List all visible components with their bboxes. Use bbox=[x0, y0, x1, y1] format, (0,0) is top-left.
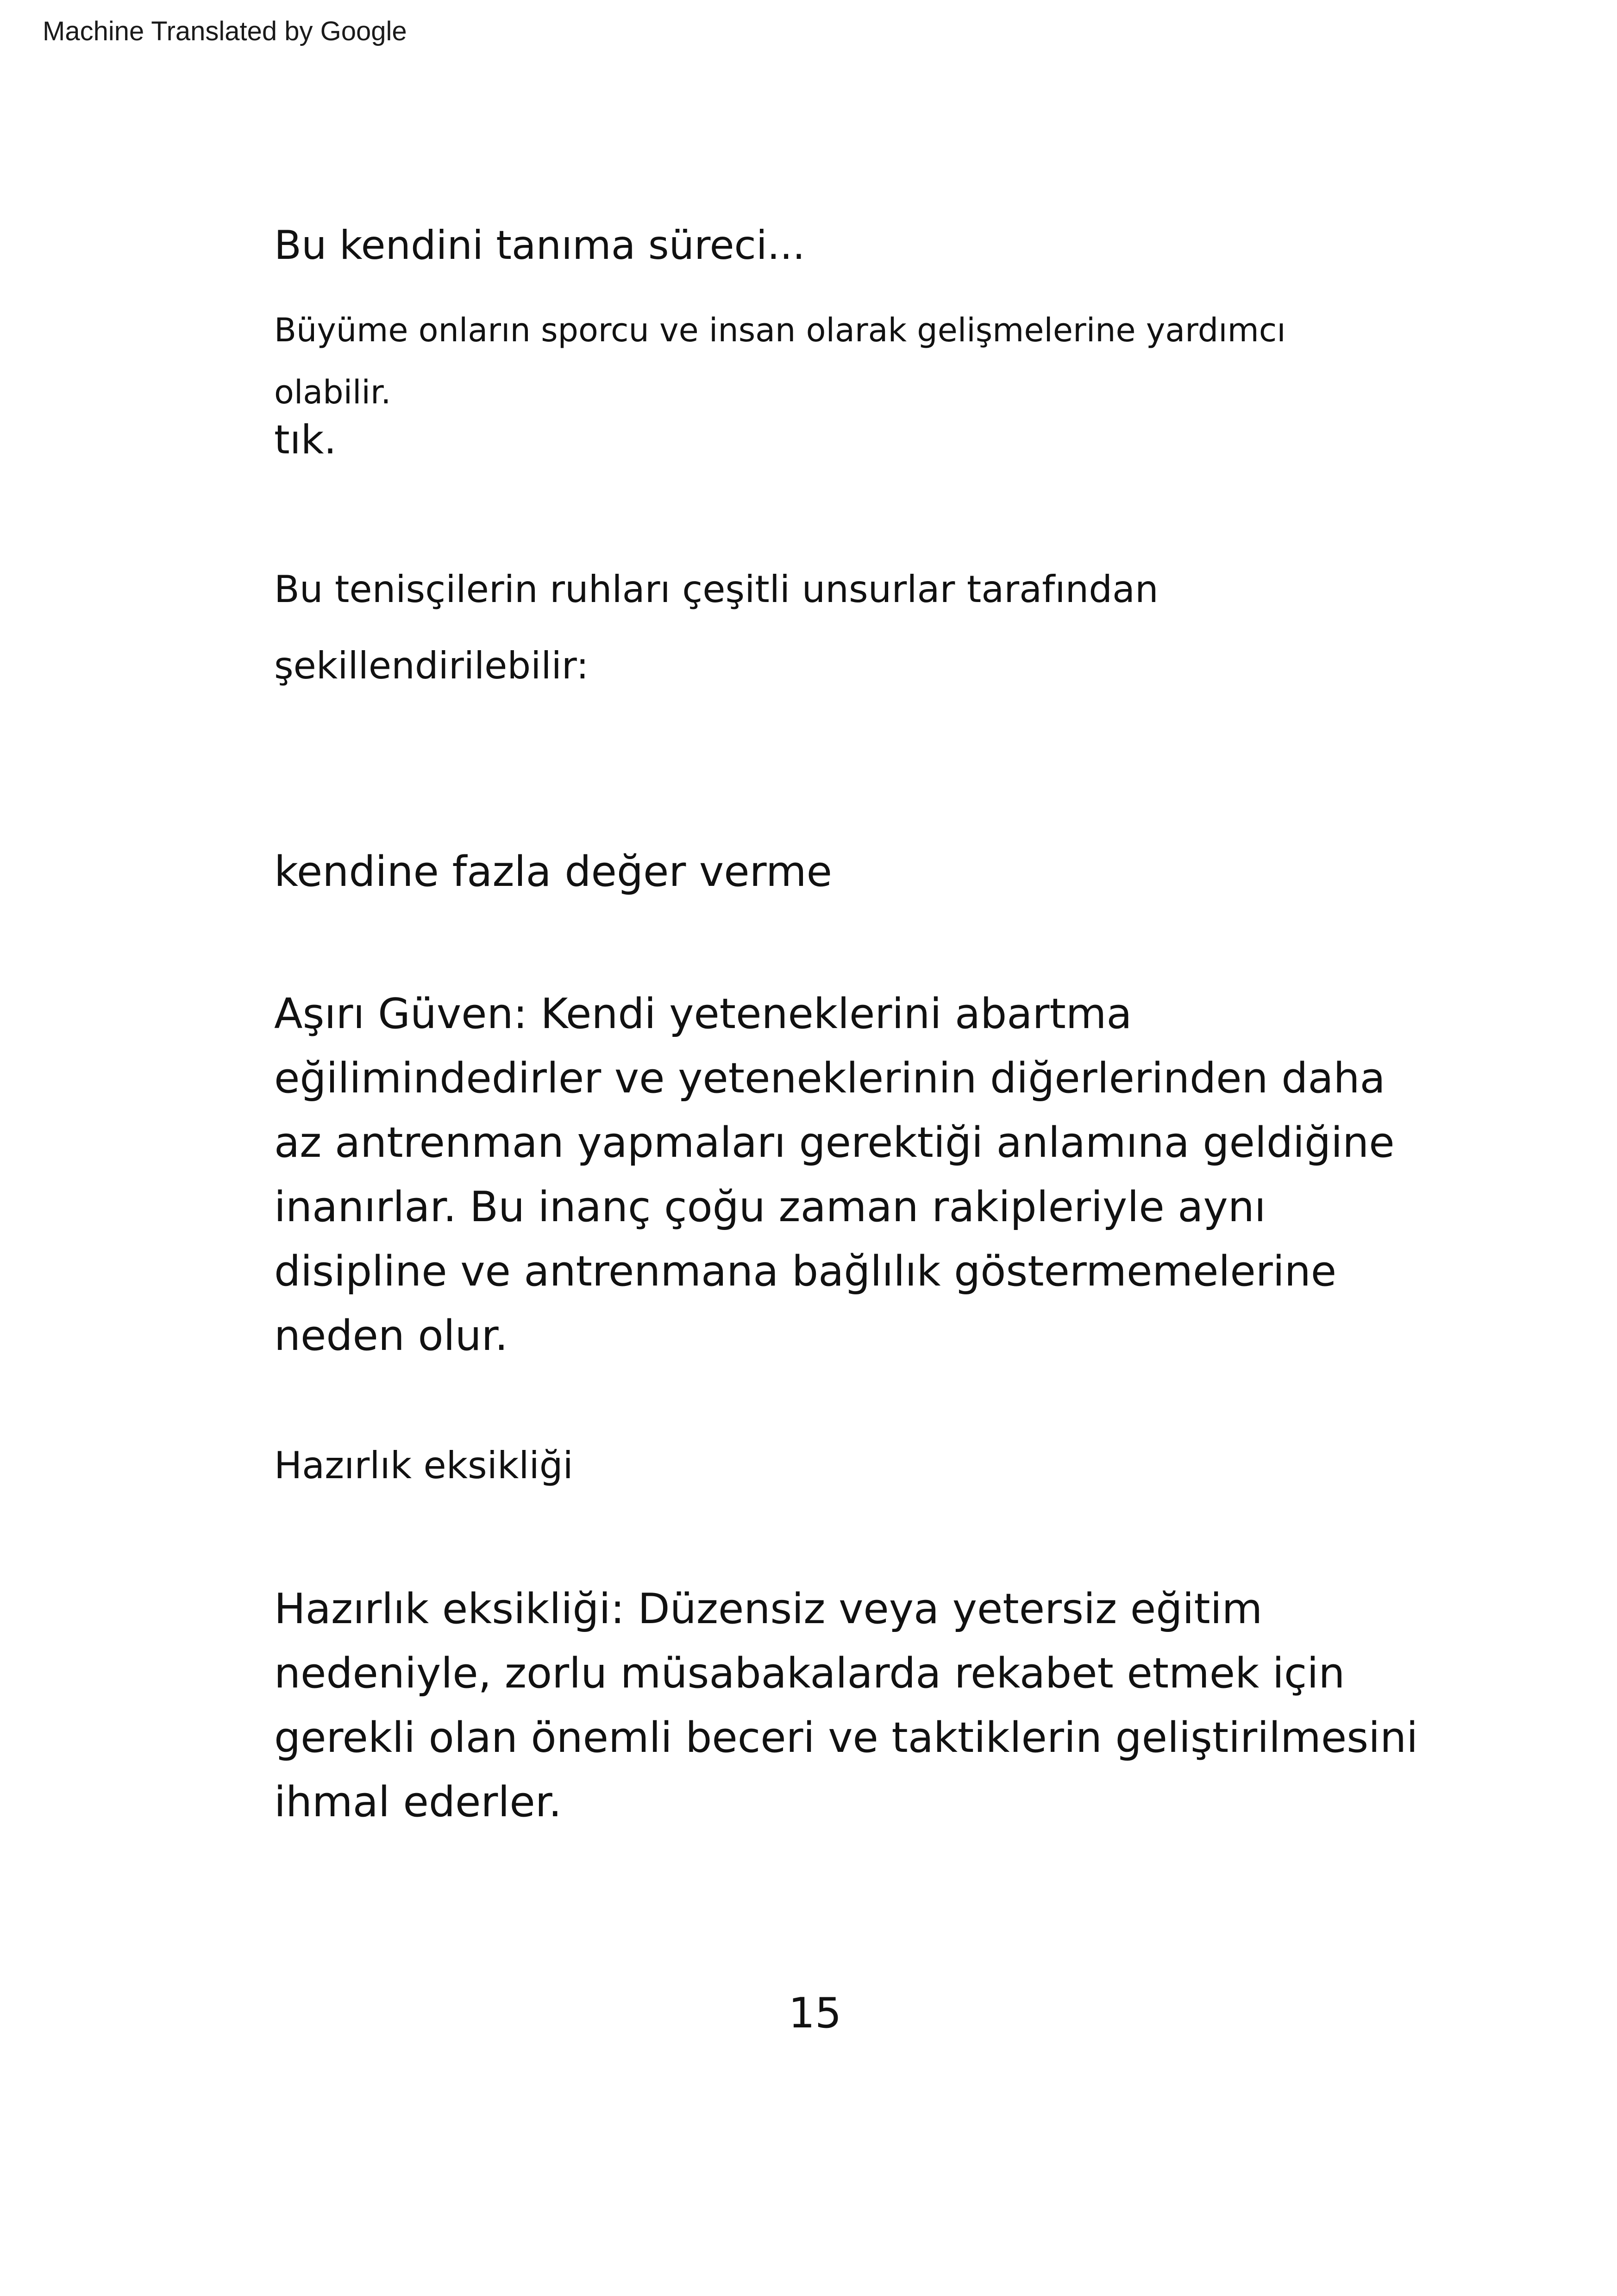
paragraph-lack-of-preparation bbox=[274, 1577, 1432, 1834]
paragraph-line: az antrenman yapmaları gerektiği anlamına geldiğine bbox=[274, 1118, 1395, 1167]
text-souls-line-1: Bu tenisçilerin ruhları çeşitli unsurlar tarafından bbox=[274, 568, 1159, 611]
text-line-self-discovery: Bu kendini tanıma süreci... bbox=[274, 222, 805, 269]
text-growth-line-1: Büyüme onların sporcu ve insan olarak gelişmelerine yardımcı bbox=[274, 311, 1286, 349]
paragraph-line: gerekli olan önemli beceri ve taktiklerin geliştirilmesini bbox=[274, 1713, 1418, 1762]
section-heading-lack-of-preparation: Hazırlık eksikliği bbox=[274, 1444, 573, 1487]
paragraph-line: neden olur. bbox=[274, 1311, 508, 1360]
paragraph-line: inanırlar. Bu inanç çoğu zaman rakipleriyle aynı bbox=[274, 1183, 1266, 1231]
paragraph-line: disipline ve antrenmana bağlılık göstermemelerine bbox=[274, 1247, 1337, 1296]
section-heading-overvaluation: kendine fazla değer verme bbox=[274, 847, 833, 896]
paragraph-line: Hazırlık eksikliği: Düzensiz veya yetersiz eğitim bbox=[274, 1585, 1263, 1633]
text-line-tik: tık. bbox=[274, 417, 337, 463]
paragraph-line: nedeniyle, zorlu müsabakalarda rekabet etmek için bbox=[274, 1649, 1345, 1698]
paragraph-line: ihmal ederler. bbox=[274, 1778, 562, 1826]
paragraph-line: Aşırı Güven: Kendi yeteneklerini abartma bbox=[274, 990, 1132, 1038]
text-growth-sentence bbox=[274, 299, 1286, 423]
text-souls-line-2: şekillendirilebilir: bbox=[274, 644, 589, 687]
text-souls-shaped-sentence bbox=[274, 551, 1159, 704]
text-growth-line-2: olabilir. bbox=[274, 373, 391, 411]
paragraph-line: eğilimindedirler ve yeteneklerinin diğerlerinden daha bbox=[274, 1054, 1385, 1103]
page-number: 15 bbox=[788, 1989, 842, 2038]
machine-translation-watermark: Machine Translated by Google bbox=[43, 16, 407, 46]
paragraph-overconfidence bbox=[274, 982, 1432, 1368]
